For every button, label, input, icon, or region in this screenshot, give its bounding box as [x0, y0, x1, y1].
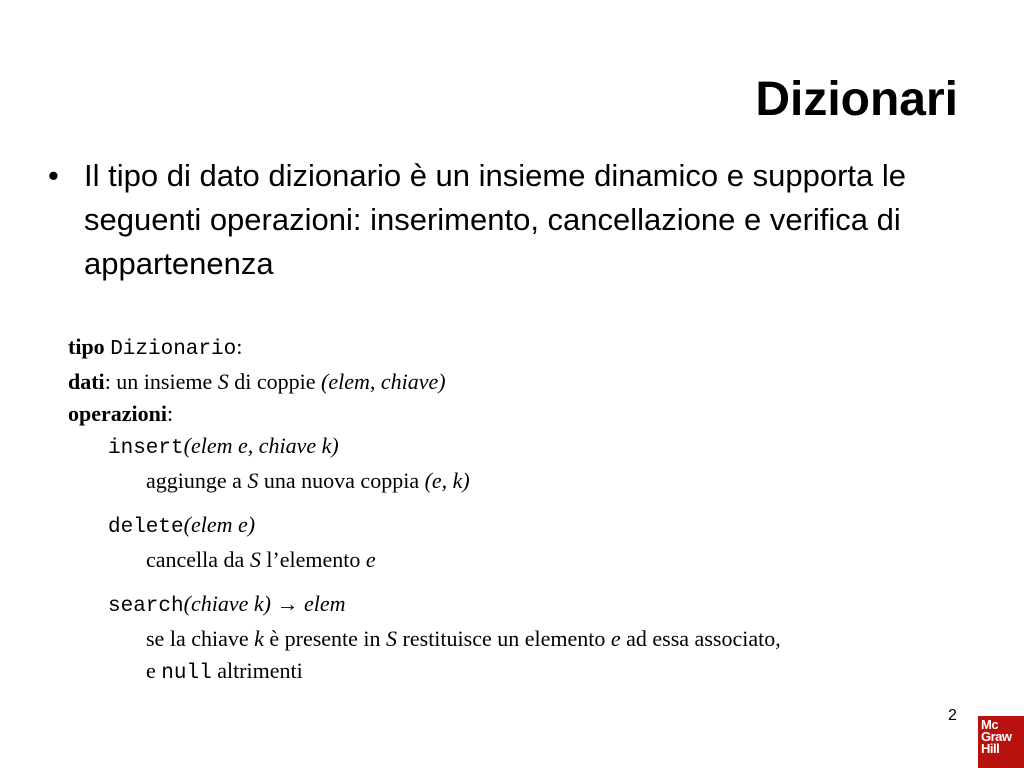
op-delete-name: delete	[108, 516, 184, 539]
op-search-name: search	[108, 595, 184, 618]
set-symbol: S	[249, 547, 261, 572]
adt-spec	[68, 331, 1008, 690]
kw-operazioni: operazioni	[68, 401, 167, 426]
logo-line-3: Hill	[981, 741, 1000, 756]
op-search-params: (chiave k) → elem	[183, 591, 346, 616]
set-symbol: S	[247, 468, 259, 493]
bullet-item	[48, 154, 968, 286]
type-name: Dizionario	[110, 338, 237, 361]
dati-text-1: : un insieme	[104, 369, 218, 394]
delete-desc-1: cancella da	[146, 547, 250, 572]
kw-dati: dati	[68, 369, 105, 394]
adt-line-operazioni	[68, 398, 1008, 430]
insert-desc-2: una nuova coppia	[258, 468, 425, 493]
page-number: 2	[948, 707, 957, 724]
op-search-description-2	[68, 655, 1008, 690]
search-desc-4: ad essa associato,	[620, 626, 781, 651]
op-delete-params: (elem e)	[183, 512, 256, 537]
pair-expression: (elem, chiave)	[321, 369, 446, 394]
logo-line-2: Graw	[981, 729, 1012, 744]
slide-title: Dizionari	[755, 73, 958, 126]
pair-expression: (e, k)	[424, 468, 470, 493]
colon: :	[167, 401, 174, 426]
search-desc-3: restituisce un elemento	[397, 626, 611, 651]
element-symbol: e	[610, 626, 621, 651]
op-insert-name: insert	[108, 437, 184, 460]
set-symbol: S	[386, 626, 398, 651]
op-insert-description	[68, 465, 1008, 497]
delete-desc-2: l’elemento	[260, 547, 366, 572]
search-desc-1: se la chiave	[146, 626, 255, 651]
colon: :	[236, 334, 243, 359]
dati-text-2: di coppie	[228, 369, 321, 394]
mcgraw-hill-logo	[978, 716, 1024, 768]
search-desc-5: e	[146, 658, 162, 683]
bullet-dot-icon: •	[48, 158, 59, 193]
op-insert-params: (elem e, chiave k)	[183, 433, 339, 458]
op-search-description-1	[68, 623, 1008, 655]
adt-line-tipo	[68, 331, 1008, 366]
adt-line-dati	[68, 366, 1008, 398]
element-symbol: e	[365, 547, 376, 572]
set-symbol: S	[217, 369, 229, 394]
op-search-signature	[68, 588, 1008, 623]
search-desc-2: è presente in	[263, 626, 387, 651]
kw-tipo: tipo	[68, 334, 105, 359]
op-delete-signature	[68, 509, 1008, 544]
null-keyword: null	[161, 662, 212, 685]
key-symbol: k	[254, 626, 264, 651]
logo-line-1: Mc	[981, 717, 999, 732]
search-desc-6: altrimenti	[211, 658, 303, 683]
insert-desc-1: aggiunge a	[146, 468, 248, 493]
bullet-text: Il tipo di dato dizionario è un insieme dinamico e supporta le seguenti operazioni: inserimento, cancellazione e verifica di appartenenza	[84, 158, 906, 281]
op-delete-description	[68, 544, 1008, 576]
op-insert-signature	[68, 430, 1008, 465]
